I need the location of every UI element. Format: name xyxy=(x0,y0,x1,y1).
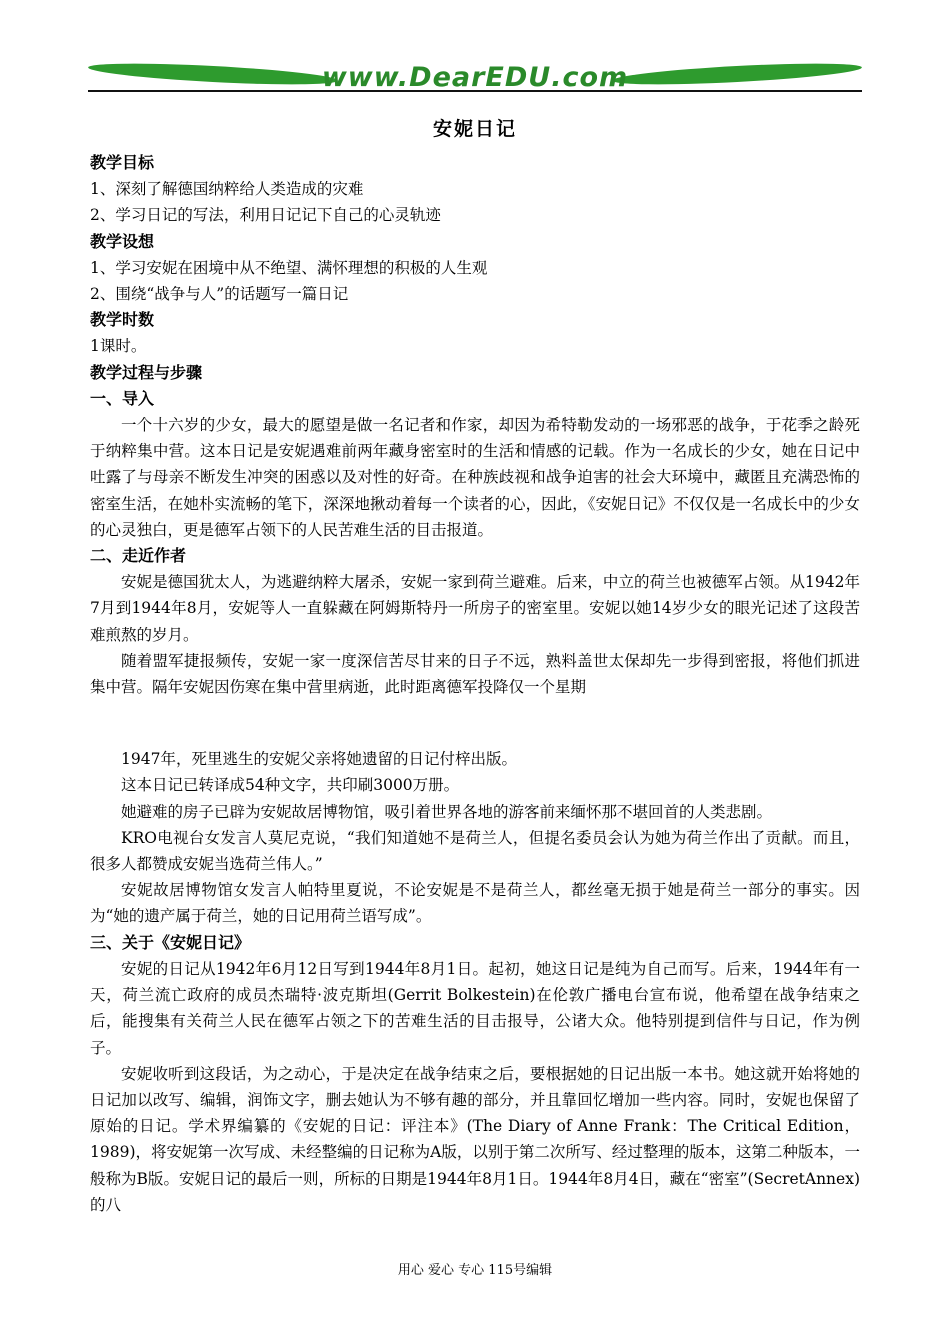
author-paragraph: 这本日记已转译成54种文字，共印刷3000万册。 xyxy=(121,776,460,795)
goals-heading: 教学目标 xyxy=(90,153,155,172)
author-heading: 二、走近作者 xyxy=(90,546,187,566)
goal-item: 2、学习日记的写法，利用日记记下自己的心灵轨迹 xyxy=(90,206,441,225)
design-item: 1、学习安妮在困境中从不绝望、满怀理想的积极的人生观 xyxy=(90,258,488,277)
hours-text: 1课时。 xyxy=(90,337,147,356)
author-paragraph: 1947年，死里逃生的安妮父亲将她遗留的日记付梓出版。 xyxy=(121,750,517,769)
banner-site-name[interactable]: www.DearEDU.com xyxy=(321,62,629,93)
author-paragraph: 她避难的房子已辟为安妮故居博物馆，吸引着世界各地的游客前来缅怀那不堪回首的人类悲剧。 xyxy=(121,802,773,821)
design-heading: 教学设想 xyxy=(90,231,155,251)
author-paragraph: 随着盟军捷报频传，安妮一家一度深信苦尽甘来的日子不远，熟料盖世太保却先一步得到密报，将他们抓进集中营。隔年安妮因伤寒在集中营里病逝，此时距离德军投降仅一个星期 xyxy=(90,651,860,697)
diary-paragraph: 安妮收听到这段话，为之动心，于是决定在战争结束之后，要根据她的日记出版一本书。她这就开始将她的日记加以改写、编辑，润饰文字，删去她认为不够有趣的部分，并且靠回忆增加一些内容。同时，安妮也保留了原始的日记。学术界编纂的《安妮的日记：评注本》(The Diary of Anne Frank：The Critical Edition，1989)，将安妮第一次写成、未经整编的日记称为A版，以别于第二次所写、经过整理的版本，这第二种版本，一般称为B版。安妮日记的最后一则，所标的日期是1944年8月1日。1944年8月4日，藏在“密室”(SecretAnnex)的八 xyxy=(90,1064,860,1214)
design-item: 2、围绕“战争与人”的话题写一篇日记 xyxy=(90,285,349,304)
document-title: 安妮日记 xyxy=(432,118,517,140)
document-body xyxy=(90,150,860,1218)
hours-heading: 教学时数 xyxy=(90,310,155,330)
diary-heading: 三、关于《安妮日记》 xyxy=(90,932,251,952)
author-paragraph: 安妮故居博物馆女发言人帕特里夏说，不论安妮是不是荷兰人，都丝毫无损于她是荷兰一部分的事实。因为“她的遗产属于荷兰，她的日记用荷兰语写成”。 xyxy=(90,881,860,926)
diary-paragraph: 安妮的日记从1942年6月12日写到1944年8月1日。起初，她这日记是纯为自己而写。后来，1944年有一天，荷兰流亡政府的成员杰瑞特·波克斯坦(Gerrit Bolkestein)在伦敦广播电台宣布说，他希望在战争结束之后，能搜集有关荷兰人民在德军占领之下的苦难生活的目击报导，公诸大众。他特别提到信件与日记，作为例子。 xyxy=(90,959,860,1057)
author-paragraph: 安妮是德国犹太人，为逃避纳粹大屠杀，安妮一家到荷兰避难。后来，中立的荷兰也被德军占领。从1942年7月到1944年8月，安妮等人一直躲藏在阿姆斯特丹一所房子的密室里。安妮以她14岁少女的眼光记述了这段苦难煎熬的岁月。 xyxy=(90,573,860,644)
intro-paragraph: 一个十六岁的少女，最大的愿望是做一名记者和作家，却因为希特勒发动的一场邪恶的战争，于花季之龄死于纳粹集中营。这本日记是安妮遇难前两年藏身密室时的生活和情感的记载。作为一名成长的少女，她在日记中吐露了与母亲不断发生冲突的困惑以及对性的好奇。在种族歧视和战争迫害的社会大环境中，藏匿且充满恐怖的密室生活，在她朴实流畅的笔下，深深地揪动着每一个读者的心，因此，《安妮日记》不仅仅是一名成长中的少女的心灵独白，更是德军占领下的人民苦难生活的目击报道。 xyxy=(90,416,860,539)
blank-gap xyxy=(90,700,860,746)
process-heading: 教学过程与步骤 xyxy=(90,362,203,382)
intro-heading: 一、导入 xyxy=(90,388,155,408)
author-paragraph: KRO电视台女发言人莫尼克说，“我们知道她不是荷兰人，但提名委员会认为她为荷兰作出了贡献。而且，很多人都赞成安妮当选荷兰伟人。” xyxy=(90,828,860,874)
page-footer: 用心 爱心 专心 115号编辑 xyxy=(397,1263,553,1278)
goal-item: 1、深刻了解德国纳粹给人类造成的灾难 xyxy=(90,180,364,199)
site-banner xyxy=(88,60,862,100)
